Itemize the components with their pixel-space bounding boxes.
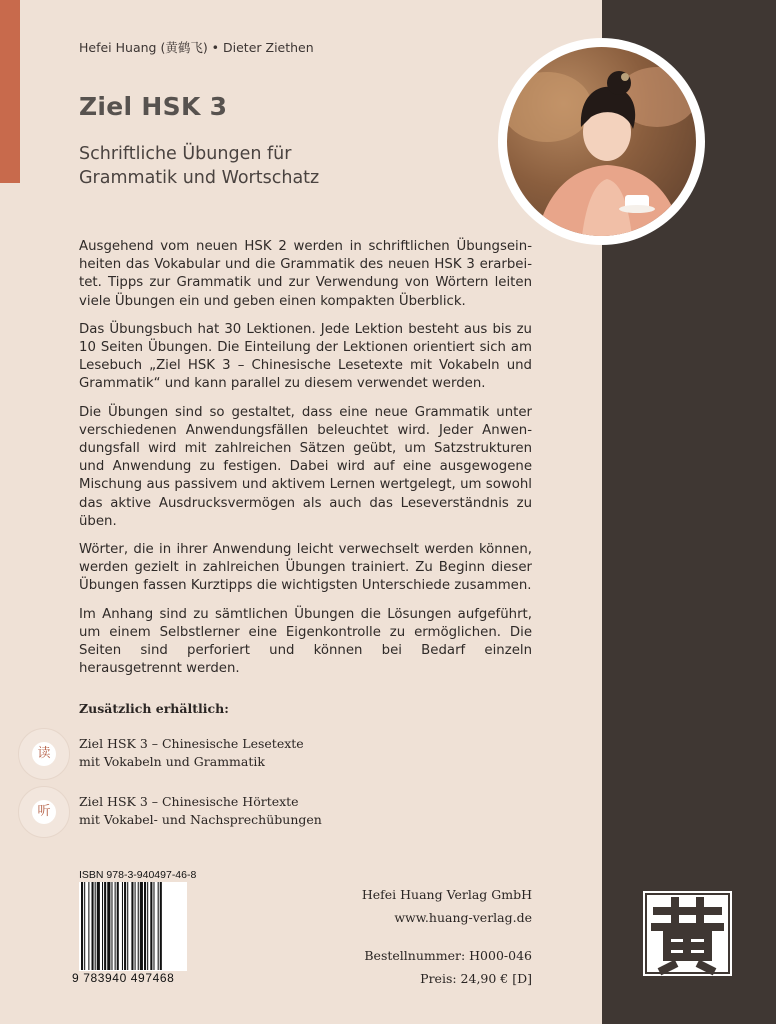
barcode-bar [97,882,100,970]
barcode-digits: 9 783940 497468 [72,971,192,985]
barcode-bar [88,882,89,970]
subtitle-line-2: Grammatik und Wortschatz [79,168,320,188]
barcode-bar [102,882,103,970]
barcode-bar [115,882,116,970]
book-subtitle [79,142,439,190]
additional-item-title: Ziel HSK 3 – Chinesische Lesetexte [79,736,304,751]
publisher-logo-icon [643,891,732,976]
barcode-bar [144,882,146,970]
order-info [364,944,532,990]
listening-badge-icon [18,786,70,838]
barcode-bar [104,882,106,970]
description-text [79,238,532,688]
price: Preis: 24,90 € [D] [420,971,532,986]
paragraph: Im Anhang sind zu sämtlichen Übungen die Lösungen aufgeführt, um einem Selbstlerner eine Eigenkontrolle zu ermöglichen. Die Seiten sind perforiert und können bei Bedarf einzeln herausgetrennt werden. [79,606,532,677]
huang-character-logo [643,891,732,976]
accent-bar [0,0,20,183]
barcode-bar [158,882,159,970]
reading-badge-icon [18,728,70,780]
additional-item-title: Ziel HSK 3 – Chinesische Hörtexte [79,794,299,809]
barcode-bar [117,882,119,970]
additional-item-listening [18,786,438,836]
book-title: Ziel HSK 3 [79,92,228,121]
barcode-bar [140,882,143,970]
paragraph: Ausgehend vom neuen HSK 2 werden in schriftlichen Übungseinheiten das Vokabular und die Grammatik des neuen HSK 3 erarbeitet. Tipps zur Grammatik und zur Verwendung von Wörtern leiten viele Übungen ein und geben einen kompakten Überblick. [79,239,532,309]
barcode-icon [79,882,187,978]
additional-item-reading [18,728,438,778]
order-number: Bestellnummer: H000-046 [364,948,532,963]
isbn-label: ISBN 978-3-940497-46-8 [79,869,197,881]
read-glyph-icon: 读 [32,742,56,766]
barcode-bar [160,882,162,970]
barcode-bar [92,882,94,970]
publisher-name: Hefei Huang Verlag GmbH [361,887,532,902]
listen-glyph-icon: 听 [32,800,56,824]
barcode-bar [124,882,126,970]
authors-line: Hefei Huang (黄鹤飞) • Dieter Ziethen [79,40,314,55]
barcode-bar [147,882,148,970]
additional-item-subtitle: mit Vokabel- und Nachsprechübungen [79,811,322,827]
paragraph: Wörter, die in ihrer Anwendung leicht verwechselt werden können, werden gezielt in zahlreichen Übungen trainiert. Zu Beginn dieser Übungen fassen Kurztipps die wichtigsten Unterschiede zusammen. [79,542,532,594]
barcode-bar [95,882,96,970]
barcode-bar [150,882,152,970]
barcode-bar [84,882,85,970]
barcode-bar [135,882,136,970]
paragraph: Das Übungsbuch hat 30 Lektionen. Jede Lektion besteht aus bis zu 10 Seiten Übungen. Die Einteilung der Lektionen orientiert sich am Lesebuch „Ziel HSK 3 – Chinesische Lesetexte mit Vokabeln und Grammatik“ und kann parallel zu diesem verwendet werden. [79,321,532,392]
barcode-bar [153,882,154,970]
portrait-illustration [507,47,696,236]
barcode-bar [81,882,83,970]
barcode-bar [138,882,139,970]
barcode-bar [111,882,112,970]
barcode-bar [107,882,110,970]
publisher-website[interactable]: www.huang-verlag.de [394,910,532,925]
additional-item-subtitle: mit Vokabeln und Grammatik [79,753,265,769]
subtitle-line-1: Schriftliche Übungen für [79,144,292,164]
barcode-bar [131,882,133,970]
additional-heading: Zusätzlich erhältlich: [79,701,229,716]
barcode-bar [122,882,123,970]
barcode-bar [127,882,128,970]
publisher-info [362,883,532,929]
paragraph: Die Übungen sind so gestaltet, dass eine neue Grammatik unter verschiedenen Anwendungsfällen beleuchtet wird. Jeder Anwendungsfall wird mit zahlreichen Sätzen geübt, um Satzstrukturen und Anwendung zu festigen. Dabei wird auf eine ausgewogene Mischung aus passivem und aktivem Lernen wertgelegt, um sowohl das aktive Ausdrucksvermögen als auch das Leseverständnis zu üben. [79,404,532,529]
author-portrait [498,38,705,245]
